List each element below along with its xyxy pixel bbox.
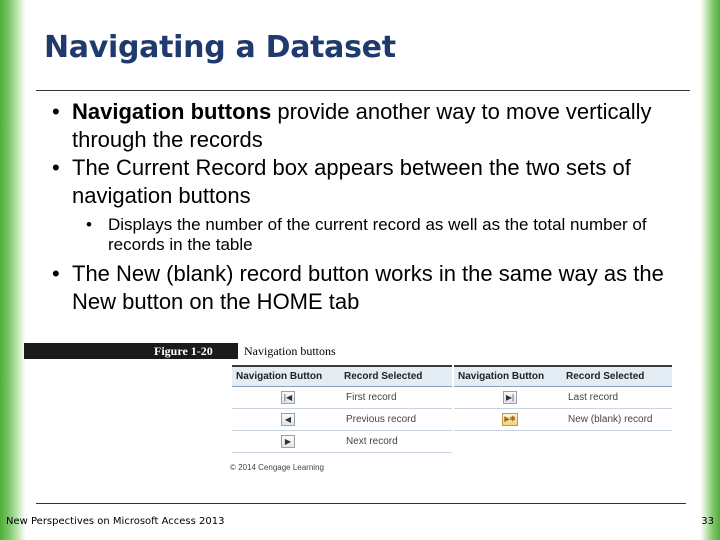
table-row [454,387,672,409]
table-row [232,387,452,409]
table-row [454,409,672,431]
nav-table-right [454,365,672,431]
bullet-text: provide another way to move vertically through the records [72,99,652,152]
bullet-list [50,98,690,316]
figure-navigation-buttons [24,343,674,479]
header-record-selected: Record Selected [344,371,423,382]
bullet-dot: • [52,261,60,286]
nav-table-left [232,365,452,453]
right-green-border [700,0,720,540]
figure-caption: Navigation buttons [244,344,336,358]
sub-bullet-text: Displays the number of the current record as well as the total number of records in the table [108,215,647,254]
page-number: 33 [701,516,714,527]
copyright-note: © 2014 Cengage Learning [230,463,324,472]
bullet-text: The New (blank) record button works in the same way as the New button on the HOME tab [72,261,664,314]
figure-number: Figure 1-20 [154,344,213,358]
footer-course-title: New Perspectives on Microsoft Access 2013 [6,516,225,527]
table-header [454,367,672,387]
row-label: Last record [568,392,619,403]
row-label: Previous record [346,414,417,425]
bullet-dot: • [86,215,92,234]
header-record-selected: Record Selected [566,371,645,382]
bullet-item [50,260,690,316]
bullet-item [50,154,690,210]
bullet-dot: • [52,99,60,124]
row-label: First record [346,392,397,403]
row-label: Next record [346,436,398,447]
last-record-icon[interactable]: ▶| [503,391,517,404]
left-green-border [0,0,26,540]
header-nav-button: Navigation Button [236,371,323,382]
bullet-text: The Current Record box appears between the two sets of navigation buttons [72,155,631,208]
table-header [232,367,452,387]
figure-arrow [230,343,238,359]
first-record-icon[interactable]: |◀ [281,391,295,404]
table-row [232,409,452,431]
sub-bullet-item [50,215,690,255]
bullet-bold-text: Navigation buttons [72,99,272,124]
new-blank-record-icon[interactable]: ▶✱ [502,413,518,426]
header-nav-button: Navigation Button [458,371,545,382]
footer-divider [36,503,686,504]
previous-record-icon[interactable]: ◀ [281,413,295,426]
next-record-icon[interactable]: ▶ [281,435,295,448]
slide-title: Navigating a Dataset [44,30,396,65]
bullet-item [50,98,690,154]
bullet-dot: • [52,155,60,180]
table-row [232,431,452,453]
row-label: New (blank) record [568,414,653,425]
title-divider [36,90,690,91]
